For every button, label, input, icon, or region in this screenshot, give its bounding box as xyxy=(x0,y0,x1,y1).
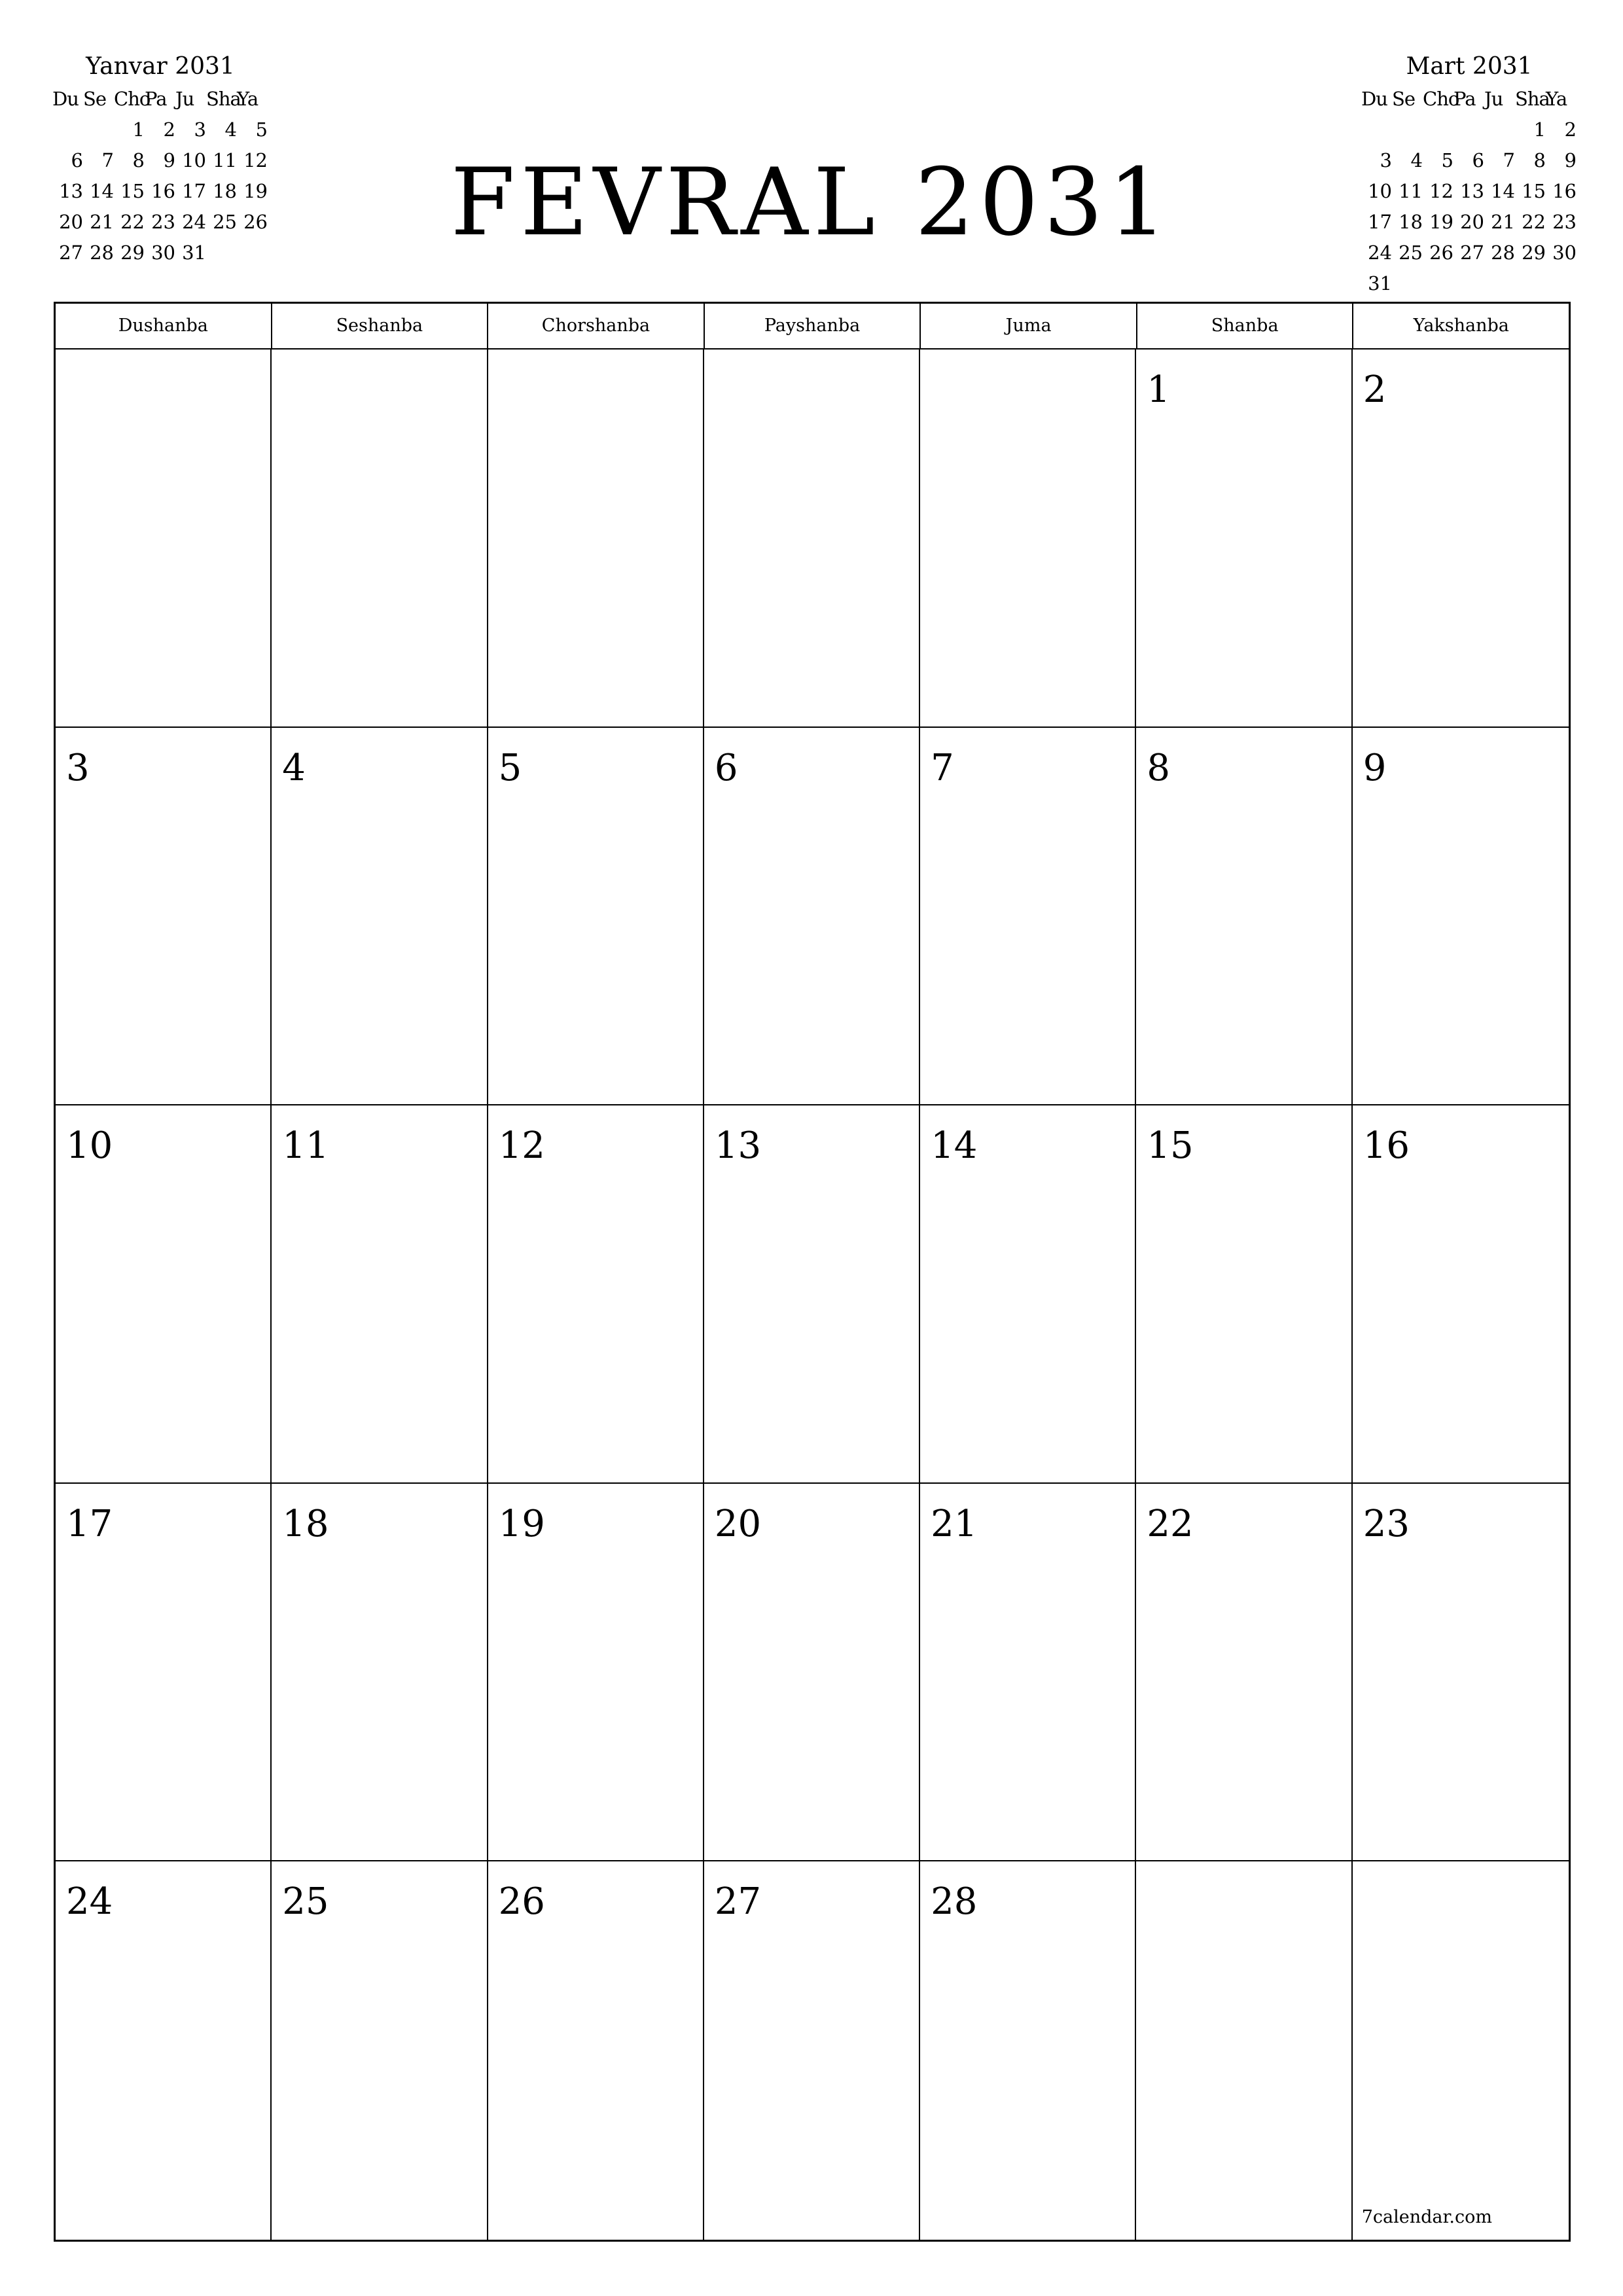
day-number: 4 xyxy=(282,746,306,789)
mini-weekday-label: Se xyxy=(83,88,107,110)
mini-weekday-label: Pa xyxy=(145,88,167,110)
mini-day-cell: 27 xyxy=(59,242,83,264)
mini-day-cell: 5 xyxy=(1441,149,1454,171)
mini-day-cell xyxy=(1392,268,1423,299)
mini-weekday-label: Du xyxy=(52,88,79,110)
day-cell[interactable] xyxy=(272,1105,488,1484)
mini-day-cell: 31 xyxy=(1368,272,1392,295)
mini-day-cell: 22 xyxy=(120,211,145,233)
mini-day-cell: 28 xyxy=(1491,242,1515,264)
day-cell[interactable] xyxy=(1136,1105,1352,1484)
day-number: 6 xyxy=(714,746,738,789)
mini-calendar-next xyxy=(1361,50,1577,299)
mini-day-cell: 2 xyxy=(163,118,175,141)
mini-day-cell: 28 xyxy=(90,242,114,264)
mini-day-cell: 1 xyxy=(1533,118,1546,141)
day-cell[interactable] xyxy=(272,728,488,1106)
mini-day-cell: 25 xyxy=(213,211,237,233)
mini-day-cell: 14 xyxy=(1491,180,1515,202)
mini-day-cell: 31 xyxy=(182,242,206,264)
mini-day-cell: 9 xyxy=(1564,149,1577,171)
day-number: 23 xyxy=(1363,1502,1410,1545)
mini-day-cell xyxy=(1546,268,1577,299)
day-cell[interactable] xyxy=(488,350,704,728)
mini-day-cell: 8 xyxy=(132,149,145,171)
day-cell[interactable] xyxy=(272,1484,488,1862)
day-cell[interactable] xyxy=(1353,350,1569,728)
mini-day-cell: 15 xyxy=(1522,180,1546,202)
mini-day-cell: 18 xyxy=(213,180,237,202)
mini-day-cell: 12 xyxy=(243,149,268,171)
mini-day-cell: 29 xyxy=(120,242,145,264)
mini-weekday-label: Pa xyxy=(1454,88,1476,110)
mini-day-cell: 30 xyxy=(1552,242,1577,264)
day-number: 25 xyxy=(282,1880,329,1924)
day-number: 2 xyxy=(1363,368,1387,411)
mini-day-cell: 17 xyxy=(182,180,206,202)
mini-calendar-title: Yanvar 2031 xyxy=(86,53,235,80)
mini-weekday-label: Sha xyxy=(1515,88,1550,110)
day-cell[interactable] xyxy=(1136,728,1352,1106)
day-number: 28 xyxy=(931,1880,978,1924)
day-number: 18 xyxy=(282,1502,329,1545)
weekday-header-row xyxy=(56,304,1569,350)
mini-day-cell: 18 xyxy=(1399,211,1423,233)
mini-day-cell: 21 xyxy=(90,211,114,233)
day-number: 5 xyxy=(498,746,522,789)
mini-day-cell: 23 xyxy=(1552,211,1577,233)
mini-day-cell: 8 xyxy=(1533,149,1546,171)
mini-day-cell: 22 xyxy=(1522,211,1546,233)
day-cell[interactable] xyxy=(272,350,488,728)
day-cell[interactable] xyxy=(1353,1861,1569,2240)
mini-day-cell: 16 xyxy=(151,180,175,202)
day-cell[interactable] xyxy=(1353,728,1569,1106)
mini-day-cell: 30 xyxy=(151,242,175,264)
day-cell[interactable] xyxy=(920,1861,1136,2240)
mini-day-cell: 29 xyxy=(1522,242,1546,264)
day-cell[interactable] xyxy=(704,1105,920,1484)
mini-day-cell: 27 xyxy=(1460,242,1484,264)
mini-day-cell: 24 xyxy=(1368,242,1392,264)
weekday-header-5: Shanba xyxy=(1137,304,1354,348)
mini-day-cell: 3 xyxy=(1380,149,1392,171)
mini-day-cell: 19 xyxy=(243,180,268,202)
mini-day-cell: 26 xyxy=(1429,242,1454,264)
mini-day-cell: 11 xyxy=(213,149,237,171)
day-cell[interactable] xyxy=(56,1105,272,1484)
day-number: 9 xyxy=(1363,746,1387,789)
day-number: 14 xyxy=(931,1124,978,1168)
mini-day-cell: 3 xyxy=(194,118,206,141)
mini-day-cell: 1 xyxy=(132,118,145,141)
day-cell[interactable] xyxy=(1136,1484,1352,1862)
mini-day-cell xyxy=(1515,268,1546,299)
day-cell[interactable] xyxy=(704,1484,920,1862)
mini-day-cell: 4 xyxy=(224,118,237,141)
mini-day-cell: 4 xyxy=(1410,149,1423,171)
day-cell[interactable] xyxy=(920,350,1136,728)
day-cell[interactable] xyxy=(1353,1484,1569,1862)
mini-day-cell: 5 xyxy=(255,118,268,141)
day-number: 20 xyxy=(714,1502,762,1545)
mini-weekday-label: Ju xyxy=(1484,88,1503,110)
mini-calendar-title: Mart 2031 xyxy=(1406,53,1533,80)
day-number: 24 xyxy=(66,1880,113,1924)
mini-day-cell xyxy=(1484,115,1515,145)
mini-day-cell xyxy=(1392,115,1423,145)
day-cell[interactable] xyxy=(488,728,704,1106)
day-number: 3 xyxy=(66,746,90,789)
day-number: 26 xyxy=(498,1880,545,1924)
day-number: 17 xyxy=(66,1502,113,1545)
day-cell[interactable] xyxy=(488,1861,704,2240)
weekday-header-3: Payshanba xyxy=(705,304,921,348)
day-cell[interactable] xyxy=(920,728,1136,1106)
mini-day-cell: 23 xyxy=(151,211,175,233)
day-number: 21 xyxy=(931,1502,978,1545)
day-cell[interactable] xyxy=(56,1484,272,1862)
day-cell[interactable] xyxy=(488,1105,704,1484)
mini-day-cell: 25 xyxy=(1399,242,1423,264)
mini-day-cell xyxy=(1454,268,1484,299)
mini-day-cell xyxy=(52,115,83,145)
day-number: 22 xyxy=(1147,1502,1194,1545)
mini-weekday-label: Cho xyxy=(1423,88,1459,110)
mini-day-cell: 10 xyxy=(182,149,206,171)
day-number: 13 xyxy=(714,1124,762,1168)
day-number: 8 xyxy=(1147,746,1171,789)
day-cell[interactable] xyxy=(704,728,920,1106)
page-title: FEVRAL 2031 xyxy=(450,149,1173,257)
day-number: 12 xyxy=(498,1124,545,1168)
mini-day-cell: 2 xyxy=(1564,118,1577,141)
mini-day-cell: 13 xyxy=(1460,180,1484,202)
mini-day-cell: 17 xyxy=(1368,211,1392,233)
mini-day-cell: 12 xyxy=(1429,180,1454,202)
day-number: 16 xyxy=(1363,1124,1410,1168)
day-cell[interactable] xyxy=(56,1861,272,2240)
day-cell[interactable] xyxy=(704,1861,920,2240)
mini-day-cell xyxy=(1423,115,1454,145)
day-cell[interactable] xyxy=(704,350,920,728)
weekday-header-0: Dushanba xyxy=(56,304,272,348)
mini-day-cell: 9 xyxy=(163,149,175,171)
day-cell[interactable] xyxy=(920,1484,1136,1862)
weekday-header-6: Yakshanba xyxy=(1413,315,1509,336)
day-cell[interactable] xyxy=(488,1484,704,1862)
weekday-header-2: Chorshanba xyxy=(488,304,705,348)
mini-weekday-label: Ya xyxy=(237,88,259,110)
day-cell[interactable] xyxy=(56,728,272,1106)
mini-day-cell: 20 xyxy=(59,211,83,233)
mini-weekday-label: Cho xyxy=(114,88,151,110)
weekday-header-1: Seshanba xyxy=(272,304,489,348)
mini-day-cell: 16 xyxy=(1552,180,1577,202)
day-number: 11 xyxy=(282,1124,329,1168)
day-number: 27 xyxy=(714,1880,762,1924)
mini-day-cell: 6 xyxy=(1472,149,1484,171)
day-number: 1 xyxy=(1147,368,1171,411)
month-grid xyxy=(54,302,1571,2242)
weeks-grid xyxy=(56,350,1569,2240)
mini-calendar-grid xyxy=(1361,84,1577,299)
mini-day-cell xyxy=(1454,115,1484,145)
mini-weekday-label: Ju xyxy=(175,88,194,110)
mini-day-cell: 10 xyxy=(1368,180,1392,202)
mini-day-cell: 19 xyxy=(1429,211,1454,233)
mini-day-cell: 26 xyxy=(243,211,268,233)
mini-weekday-label: Sha xyxy=(206,88,241,110)
day-cell[interactable] xyxy=(1136,350,1352,728)
day-cell[interactable] xyxy=(1353,1105,1569,1484)
mini-day-cell xyxy=(1484,268,1515,299)
mini-weekday-label: Du xyxy=(1361,88,1387,110)
credit-text: 7calendar.com xyxy=(1361,2206,1492,2227)
day-number: 15 xyxy=(1147,1124,1194,1168)
mini-day-cell: 24 xyxy=(182,211,206,233)
day-number: 19 xyxy=(498,1502,545,1545)
day-cell[interactable] xyxy=(920,1105,1136,1484)
mini-weekday-label: Se xyxy=(1392,88,1416,110)
day-cell[interactable] xyxy=(272,1861,488,2240)
day-cell[interactable] xyxy=(1136,1861,1352,2240)
mini-day-cell: 7 xyxy=(101,149,114,171)
mini-day-cell: 11 xyxy=(1399,180,1423,202)
mini-day-cell xyxy=(83,115,114,145)
weekday-header-4: Juma xyxy=(921,304,1137,348)
mini-day-cell: 21 xyxy=(1491,211,1515,233)
day-number: 7 xyxy=(931,746,954,789)
mini-day-cell xyxy=(1423,268,1454,299)
mini-day-cell: 14 xyxy=(90,180,114,202)
day-number: 10 xyxy=(66,1124,113,1168)
mini-weekday-label: Ya xyxy=(1546,88,1567,110)
mini-day-cell: 13 xyxy=(59,180,83,202)
mini-day-cell xyxy=(1361,115,1392,145)
mini-day-cell: 6 xyxy=(71,149,83,171)
mini-day-cell: 20 xyxy=(1460,211,1484,233)
mini-day-cell: 7 xyxy=(1503,149,1515,171)
mini-day-cell: 15 xyxy=(120,180,145,202)
day-cell[interactable] xyxy=(56,350,272,728)
